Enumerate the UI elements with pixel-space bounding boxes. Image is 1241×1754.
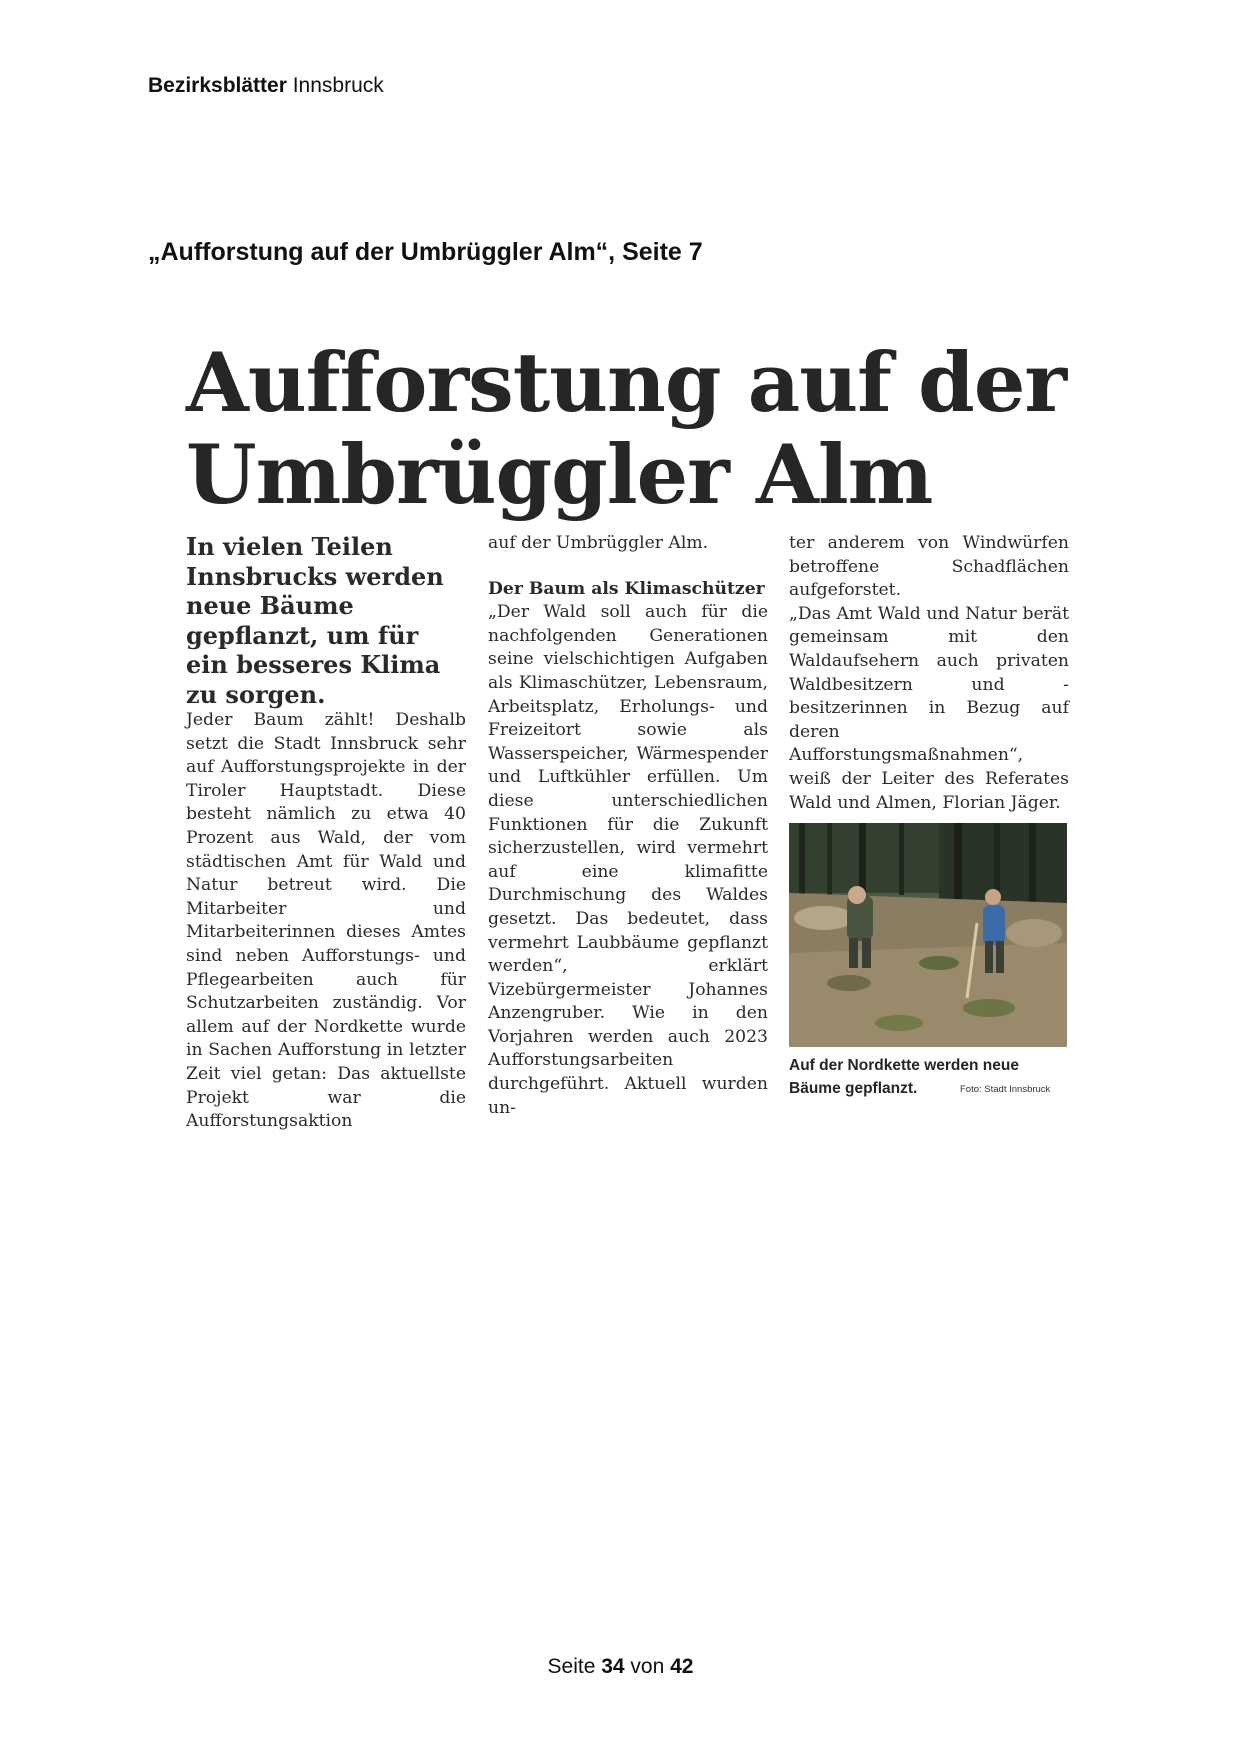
article-column-1 xyxy=(186,532,466,1134)
current-page-number: 34 xyxy=(601,1655,625,1678)
footer-prefix: Seite xyxy=(547,1655,602,1678)
page-footer xyxy=(0,1655,1241,1679)
footer-middle: von xyxy=(624,1655,671,1678)
body-text-col1: Jeder Baum zählt! Deshalb setzt die Stadt Innsbruck sehr auf Aufforstungsprojekte in der Tiroler Hauptstadt. Diese besteht nämlich zu etwa 40 Prozent aus Wald, der vom städtischen Amt für Wald und Natur betreut wird. Die Mitarbeiter und Mitarbeiterinnen dieses Amtes sind neben Aufforstungs- und Pflegearbeiten auch für Schutzarbeiten zuständig. Vor allem auf der Nordkette wurde in Sachen Aufforstung in letzter Zeit viel getan: Das aktuellste Projekt war die Aufforstungsaktion xyxy=(186,710,466,1132)
article-photo xyxy=(789,823,1067,1047)
body-text-col3: „Das Amt Wald und Natur berät gemeinsam mit den Waldaufsehern auch privaten Waldbesitzern und -besitzerinnen in Bezug auf deren Aufforstungsmaßnahmen“, weiß der Leiter des Referates Wald und Almen, Florian Jäger. xyxy=(789,603,1069,813)
body-text-col3-start: ter anderem von Windwürfen betroffene Schadflächen aufgeforstet. xyxy=(789,533,1069,601)
photo-caption: Auf der Nordkette werden neue Bäume gepflanzt. xyxy=(789,1057,1019,1097)
article-column-3 xyxy=(789,532,1069,815)
headline-line-1: Aufforstung auf der xyxy=(186,336,1067,431)
reference-title: „Aufforstung auf der Umbrüggler Alm“, Seite 7 xyxy=(148,238,703,266)
publication-region: Innsbruck xyxy=(286,74,384,97)
body-text-col2-start: auf der Umbrüggler Alm. xyxy=(488,533,709,553)
article-headline xyxy=(186,338,1086,522)
publication-name: Bezirksblätter xyxy=(148,74,287,97)
subheading: Der Baum als Klimaschützer xyxy=(488,578,765,599)
body-text-col2: „Der Wald soll auch für die nachfolgenden Generationen seine vielschichtigen Aufgaben als Klimaschützer, Lebensraum, Arbeitsplatz, Erholungs- und Freizeitort sowie als Wasserspeicher, Wärmespender und Luftkühler erfüllen. Um diese unterschiedlichen Funktionen für die Zukunft sicherzustellen, wird vermehrt auf eine klimafitte Durchmischung des Waldes gesetzt. Das bedeutet, dass vermehrt Laubbäume gepflanzt werden“, erklärt Vizebürgermeister Johannes Anzengruber. Wie in den Vorjahren werden auch 2023 Aufforstungsarbeiten durchgeführt. Aktuell wurden un- xyxy=(488,602,768,1118)
article-lead: In vielen Teilen Innsbrucks werden neue Bäume gepflanzt, um für ein besseres Klima zu sorgen. xyxy=(186,532,444,709)
article-column-2 xyxy=(488,532,768,1120)
forest-planting-image xyxy=(789,823,1067,1047)
headline-line-2: Umbrüggler Alm xyxy=(186,428,933,523)
photo-credit: Foto: Stadt Innsbruck xyxy=(960,1084,1051,1095)
publication-header xyxy=(148,74,384,98)
total-page-count: 42 xyxy=(670,1655,694,1678)
